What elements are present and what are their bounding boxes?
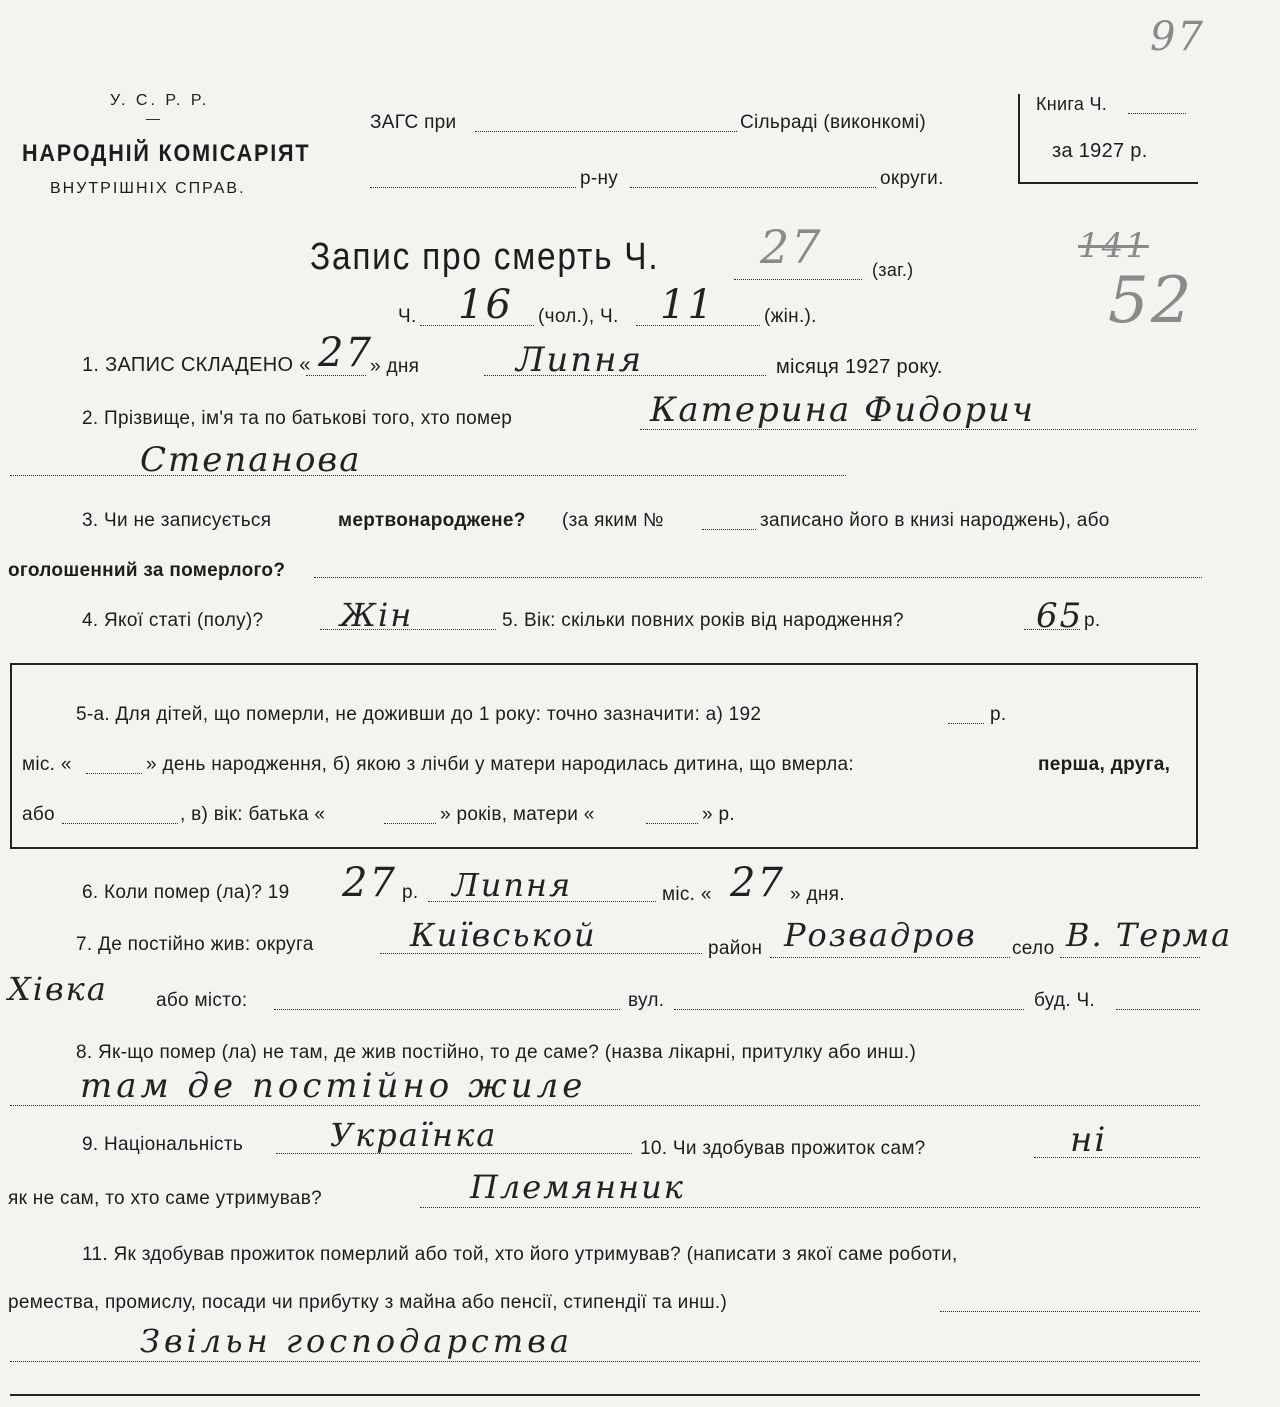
zags-prefix: ЗАГС при — [370, 112, 457, 133]
f5a-line3a: або — [22, 804, 55, 825]
f5a-year-line — [948, 722, 984, 724]
commissariat-title: НАРОДНІЙ КОМІСАРІЯТ — [22, 140, 311, 167]
f5-unit: р. — [1084, 610, 1101, 631]
f7-misto: або місто: — [156, 990, 248, 1011]
margin-crossed-number: 141 — [1078, 226, 1149, 266]
zags-line — [475, 130, 737, 132]
f5a-order-line — [62, 822, 178, 824]
record-title: Запис про смерть Ч. — [310, 236, 660, 278]
f10b-label: як не сам, то хто саме утримував? — [8, 1188, 323, 1209]
f11-line — [940, 1310, 1200, 1312]
f10-line — [1034, 1156, 1200, 1158]
f7-selo-value: В. Терма — [1066, 916, 1233, 954]
zags-suffix: Сільраді (виконкомі) — [740, 112, 926, 133]
district-label: р-ну — [580, 168, 619, 189]
book-number-line — [1128, 112, 1186, 114]
f1-month: Липня — [516, 340, 644, 380]
book-year: за 1927 р. — [1052, 140, 1148, 162]
f5a-line2b: » день народження, б) якою з лічби у матери народилась дитина, що вмерла: — [146, 754, 854, 775]
bottom-rule — [10, 1394, 1200, 1396]
title-number-line — [734, 278, 862, 280]
f1-prefix: 1. ЗАПИС СКЛАДЕНО « — [82, 354, 311, 376]
f7-misto-line — [274, 1008, 620, 1010]
okrug-line — [630, 186, 876, 188]
f2-line2 — [10, 474, 846, 476]
f6-mis: міс. « — [662, 884, 712, 905]
f5a-line1: 5-а. Для дітей, що померли, не доживши до 1 року: точно зазначити: а) 192 — [76, 704, 762, 725]
f5a-mother-line — [646, 822, 698, 824]
f7-selo-value2: Хівка — [8, 970, 108, 1008]
male-abbr: (чол.), Ч. — [538, 306, 619, 327]
district-line — [370, 186, 576, 188]
female-abbr: (жін.). — [764, 306, 817, 327]
f3-number-line — [702, 528, 756, 530]
ussr-label: У. С. Р. Р. — [110, 92, 210, 109]
f6-label: 6. Коли помер (ла)? 19 — [82, 882, 290, 903]
f5a-line1-end: р. — [990, 704, 1007, 725]
f11-line1: 11. Як здобував прожиток померлий або той, хто його утримував? (написати з якої саме роботи, — [82, 1244, 958, 1265]
f9-value: Українка — [330, 1116, 498, 1154]
margin-number: 52 — [1108, 264, 1194, 338]
f6-r: р. — [402, 882, 419, 903]
book-box-bottom — [1018, 182, 1198, 184]
f10-value: ні — [1070, 1120, 1108, 1160]
f10-label: 10. Чи здобував прожиток сам? — [640, 1138, 926, 1159]
total-abbr: (заг.) — [872, 260, 914, 280]
male-number: 16 — [458, 282, 513, 328]
internal-affairs-label: ВНУТРІШНІХ СПРАВ. — [50, 180, 246, 197]
book-box-left — [1018, 94, 1020, 184]
f7-bud-line — [1116, 1008, 1200, 1010]
f5a-month-line — [86, 772, 142, 774]
f4-label: 4. Якої статі (полу)? — [82, 610, 264, 631]
f11-line2-dots — [10, 1360, 1200, 1362]
f5a-line2a: міс. « — [22, 754, 72, 775]
book-label: Книга Ч. — [1036, 94, 1108, 114]
f11-value: Звільн господарства — [140, 1322, 573, 1360]
f7-label: 7. Де постійно жив: округа — [76, 934, 314, 955]
f5a-line3b: , в) вік: батька « — [180, 804, 326, 825]
f8-value: там де постійно жиле — [80, 1066, 587, 1106]
f10b-value: Племянник — [470, 1168, 685, 1206]
okrug-label: округи. — [880, 168, 944, 189]
f7-rayon: район — [708, 938, 763, 959]
f11-line2: ремества, промислу, посади чи прибутку з майна або пенсії, стипендії та инш.) — [8, 1292, 728, 1313]
f7-vul-line — [674, 1008, 1024, 1010]
male-label: Ч. — [398, 306, 417, 327]
f3-line2 — [314, 576, 1202, 578]
f2-surname: Степанова — [140, 440, 362, 480]
f3-declared-dead: оголошенний за померлого? — [8, 560, 286, 581]
f3-line1: 3. Чи не записується — [82, 510, 272, 531]
f3-line1c: записано його в книзі народжень), або — [760, 510, 1110, 531]
f4-value: Жін — [340, 596, 414, 634]
f6-month: Липня — [452, 866, 573, 904]
f9-label: 9. Національність — [82, 1134, 244, 1155]
f7-rayon-line — [770, 956, 1010, 958]
f1-suffix: місяця 1927 року. — [776, 356, 943, 378]
f5a-line3c: » років, матери « — [440, 804, 595, 825]
f7-rayon-value: Розвадров — [784, 916, 977, 954]
f1-day: 27 — [318, 330, 373, 376]
f2-name: Катерина Фидорич — [650, 390, 1036, 430]
f3-line1b: (за яким № — [562, 510, 664, 531]
f5-value: 65 — [1036, 596, 1084, 636]
f5a-line3d: » р. — [702, 804, 735, 825]
f7-vul: вул. — [628, 990, 665, 1011]
f10b-line — [420, 1206, 1200, 1208]
female-number: 11 — [660, 282, 715, 328]
total-number: 27 — [760, 220, 823, 274]
f5-label: 5. Вік: скільки повних років від народження? — [502, 610, 904, 631]
f1-mid: » дня — [370, 356, 420, 377]
f6-day: 27 — [730, 860, 785, 906]
f7-bud: буд. Ч. — [1034, 990, 1096, 1011]
f7-okrug: Київськой — [410, 916, 597, 954]
f5a-father-line — [384, 822, 436, 824]
f5a-line2-bold: перша, друга, — [1038, 754, 1171, 775]
f8-label: 8. Як-що помер (ла) не там, де жив постійно, то де саме? (назва лікарні, притулку або инш.) — [76, 1042, 917, 1063]
f7-selo: село — [1012, 938, 1055, 959]
f6-end: » дня. — [790, 884, 845, 905]
f3-stillborn: мертвонароджене? — [338, 510, 526, 531]
f6-year: 27 — [342, 860, 397, 906]
f7-selo-line — [1060, 956, 1200, 958]
header-dash: — — [146, 110, 160, 126]
corner-number: 97 — [1150, 14, 1205, 60]
f2-label: 2. Прізвище, ім'я та по батькові того, хто помер — [82, 408, 513, 429]
